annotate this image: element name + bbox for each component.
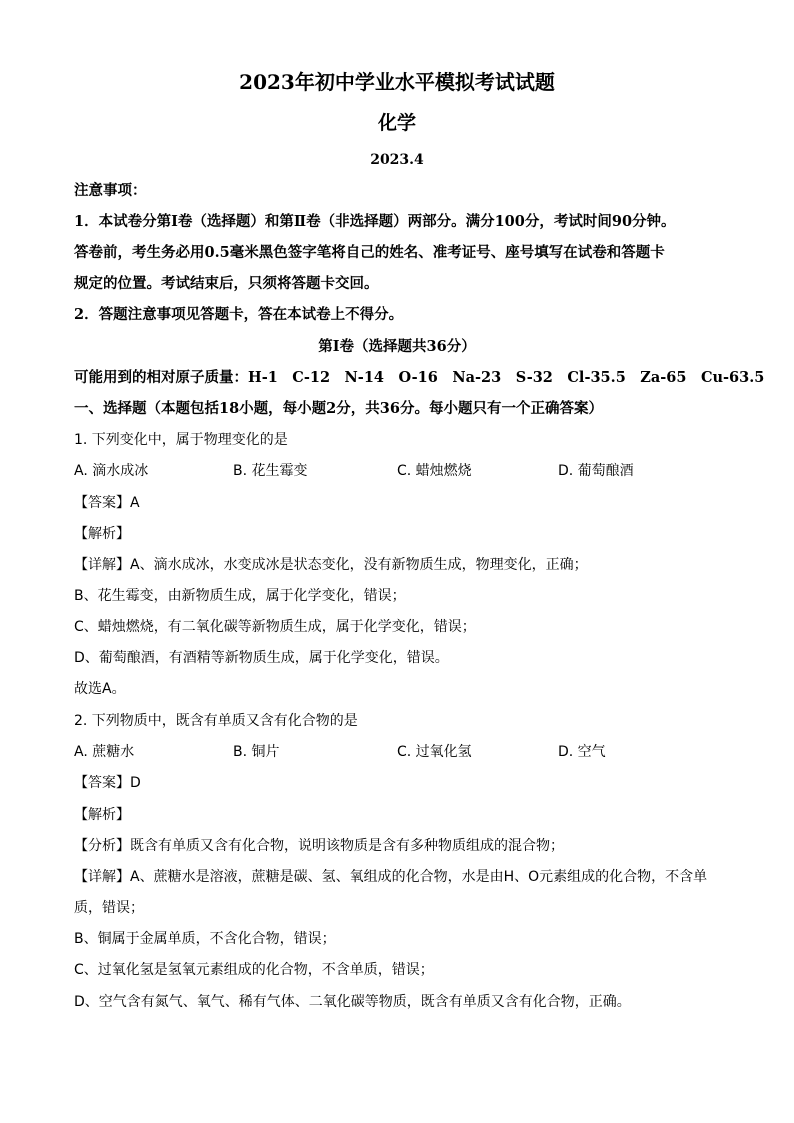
part-title: 第Ⅰ卷（选择题共36分） bbox=[318, 338, 476, 355]
q2-option-a: A. 蔗糖水 bbox=[74, 744, 135, 760]
notes-item-2: 2．答题注意事项见答题卡，答在本试卷上不得分。 bbox=[74, 306, 404, 323]
q1-option-d: D. 葡萄酿酒 bbox=[558, 463, 634, 479]
q1-detail-d: D、葡萄酿酒，有酒精等新物质生成，属于化学变化，错误。 bbox=[74, 650, 449, 666]
q1-detail-c: C、蜡烛燃烧，有二氧化碳等新物质生成，属于化学变化，错误； bbox=[74, 619, 476, 635]
q2-detail-d: D、空气含有氮气、氧气、稀有气体、二氧化碳等物质，既含有单质又含有化合物，正确。 bbox=[74, 994, 631, 1010]
q2-option-b: B. 铜片 bbox=[233, 744, 280, 760]
section-heading: 一、选择题（本题包括18小题，每小题2分，共36分。每小题只有一个正确答案） bbox=[74, 400, 603, 417]
q2-option-c: C. 过氧化氢 bbox=[397, 744, 472, 760]
atomic-masses: 可能用到的相对原子质量：H-1 C-12 N-14 O-16 Na-23 S-32 Cl-35.5 Za-65 Cu-63.5 bbox=[74, 369, 765, 386]
q2-detail-line-2: 质，错误； bbox=[74, 900, 144, 916]
q1-stem: 1. 下列变化中，属于物理变化的是 bbox=[74, 432, 288, 448]
q2-detail-b: B、铜属于金属单质，不含化合物，错误； bbox=[74, 931, 336, 947]
q1-answer: 【答案】A bbox=[74, 495, 140, 511]
notes-item-1-line-1: 1．本试卷分第Ⅰ卷（选择题）和第Ⅱ卷（非选择题）两部分。满分100分，考试时间90分钟。 bbox=[74, 213, 676, 230]
q2-answer: 【答案】D bbox=[74, 775, 141, 791]
q2-detail-line-1: 【详解】A、蔗糖水是溶液，蔗糖是碳、氢、氧组成的化合物，水是由H、O元素组成的化合物，不含单 bbox=[74, 869, 708, 885]
q1-detail-b: B、花生霉变，由新物质生成，属于化学变化，错误； bbox=[74, 588, 406, 604]
q1-option-a: A. 滴水成冰 bbox=[74, 463, 149, 479]
q1-option-c: C. 蜡烛燃烧 bbox=[397, 463, 472, 479]
q2-stem: 2. 下列物质中，既含有单质又含有化合物的是 bbox=[74, 713, 358, 729]
q2-analysis: 【分析】既含有单质又含有化合物，说明该物质是含有多种物质组成的混合物； bbox=[74, 838, 564, 854]
q2-option-d: D. 空气 bbox=[558, 744, 606, 760]
subject-title: 化学 bbox=[377, 112, 416, 134]
notes-item-1-line-2: 答卷前，考生务必用0.5毫米黑色签字笔将自己的姓名、准考证号、座号填写在试卷和答题卡 bbox=[74, 244, 665, 261]
q1-detail: 【详解】A、滴水成冰，水变成冰是状态变化，没有新物质生成，物理变化，正确； bbox=[74, 557, 588, 573]
q1-conclusion: 故选A。 bbox=[74, 681, 126, 697]
notes-heading: 注意事项： bbox=[74, 182, 147, 199]
q1-option-b: B. 花生霉变 bbox=[233, 463, 308, 479]
exam-date: 2023.4 bbox=[370, 152, 424, 168]
q2-detail-c: C、过氧化氢是氢氧元素组成的化合物，不含单质，错误； bbox=[74, 962, 434, 978]
exam-title: 2023年初中学业水平模拟考试试题 bbox=[239, 70, 555, 94]
notes-item-1-line-3: 规定的位置。考试结束后，只须将答题卡交回。 bbox=[74, 275, 379, 292]
q2-analysis-label: 【解析】 bbox=[74, 807, 130, 823]
q1-analysis-label: 【解析】 bbox=[74, 526, 130, 542]
